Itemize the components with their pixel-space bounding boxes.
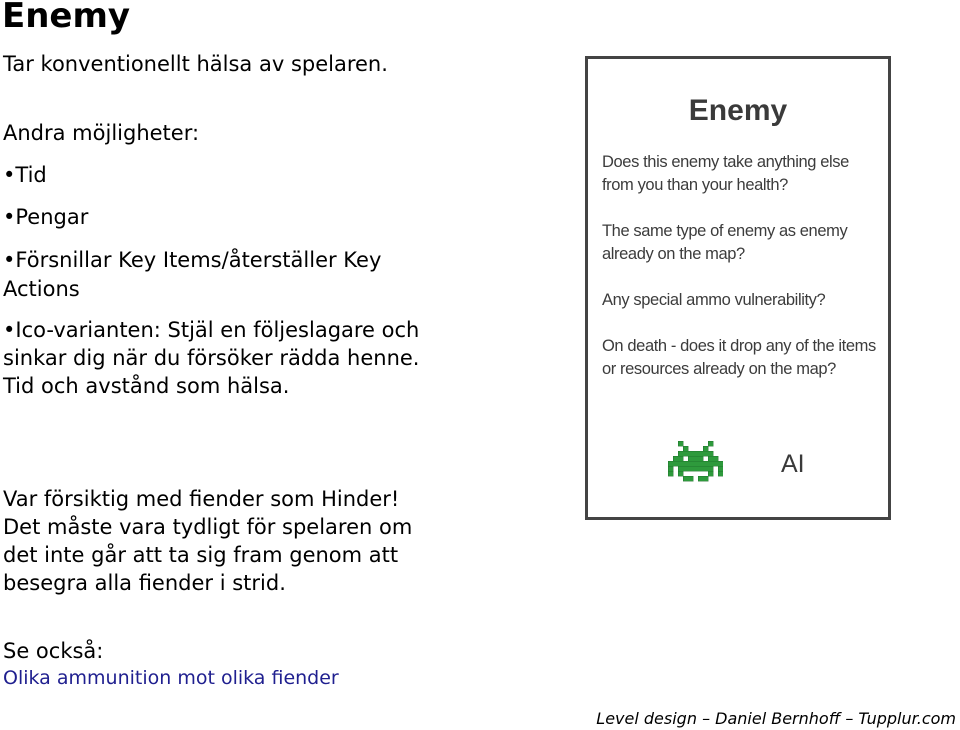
- warning-text: Var försiktig med fiender som Hinder! Det måste vara tydligt för spelaren om det inte går att ta sig fram genom att besegra alla fiender i strid.: [3, 487, 413, 595]
- card-title: Enemy: [688, 94, 788, 127]
- ai-label: AI: [781, 450, 805, 478]
- bullet-item-ico-variant: •Ico-varianten: Stjäl en följeslagare och sinkar dig när du försöker rädda henne. Tid och avstånd som hälsa.: [3, 318, 420, 398]
- footer-credit: Level design – Daniel Bernhoff – Tupplur.com: [596, 709, 956, 728]
- bullet-item-time: •Tid: [3, 163, 47, 187]
- card-question: The same type of enemy as enemy already on the map?: [602, 222, 848, 263]
- other-options-heading: Andra möjligheter:: [3, 121, 200, 145]
- intro-text: Tar konventionellt hälsa av spelaren.: [3, 52, 388, 76]
- card-question: On death - does it drop any of the items or resources already on the map?: [602, 337, 876, 378]
- page-title: Enemy: [2, 0, 131, 36]
- card-question: Does this enemy take anything else from you than your health?: [602, 153, 849, 194]
- see-also-label: Se också:: [3, 639, 104, 663]
- bullet-item-key-items: •Försnillar Key Items/återställer Key Actions: [3, 248, 382, 301]
- card-question: Any special ammo vulnerability?: [602, 291, 826, 309]
- enemy-card: [585, 56, 891, 520]
- see-also-link[interactable]: Olika ammunition mot olika fiender: [3, 667, 339, 689]
- bullet-item-money: •Pengar: [3, 205, 89, 229]
- space-invader-icon: [668, 437, 723, 485]
